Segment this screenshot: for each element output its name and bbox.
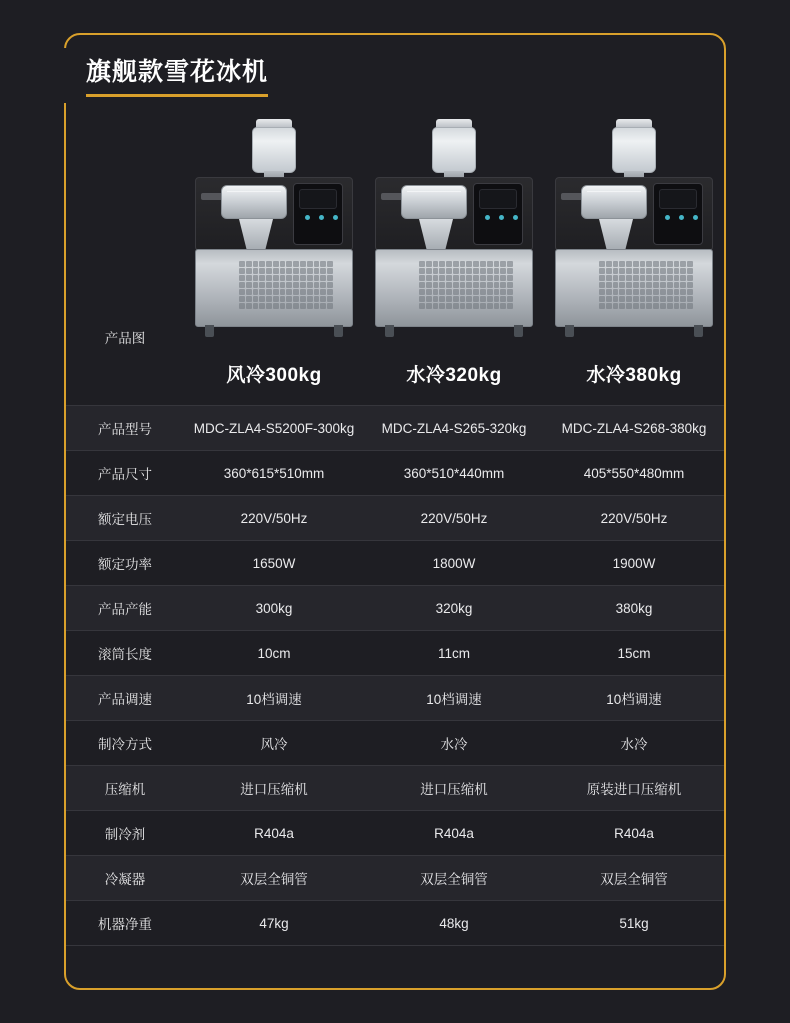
cell-capacity-1: 300kg xyxy=(184,586,364,631)
product-image-row-label: 产品图 xyxy=(104,331,146,346)
product-name-row xyxy=(66,347,724,399)
control-indicator xyxy=(319,215,324,220)
product-image-cell-3 xyxy=(544,95,724,347)
ventilation-grille xyxy=(419,261,513,311)
cell-power-2: 1800W xyxy=(364,541,544,586)
cell-model-3: MDC-ZLA4-S268-380kg xyxy=(544,406,724,451)
cell-model-2: MDC-ZLA4-S265-320kg xyxy=(364,406,544,451)
cell-power-3: 1900W xyxy=(544,541,724,586)
water-tank xyxy=(609,119,659,181)
row-label-power: 额定功率 xyxy=(66,541,184,586)
cell-capacity-2: 320kg xyxy=(364,586,544,631)
cell-net-weight-1: 47kg xyxy=(184,901,364,946)
content-area xyxy=(66,95,724,985)
table-row xyxy=(66,721,724,766)
row-label-speed: 产品调速 xyxy=(66,676,184,721)
page-title: 旗舰款雪花冰机 xyxy=(86,52,268,97)
cell-speed-2: 10档调速 xyxy=(364,676,544,721)
product-name-2: 水冷320kg xyxy=(406,364,502,386)
table-row xyxy=(66,541,724,586)
row-label-capacity: 产品产能 xyxy=(66,586,184,631)
control-panel-display xyxy=(659,189,697,209)
cell-voltage-3: 220V/50Hz xyxy=(544,496,724,541)
product-name-1: 风冷300kg xyxy=(226,364,322,386)
product-image-cell-2 xyxy=(364,95,544,347)
row-label-size: 产品尺寸 xyxy=(66,451,184,496)
row-label-drum-length: 滚筒长度 xyxy=(66,631,184,676)
row-label-cooling: 制冷方式 xyxy=(66,721,184,766)
cell-net-weight-3: 51kg xyxy=(544,901,724,946)
control-indicator xyxy=(485,215,490,220)
cell-compressor-1: 进口压缩机 xyxy=(184,766,364,811)
product-image-row xyxy=(66,95,724,347)
table-row xyxy=(66,901,724,946)
cell-compressor-3: 原装进口压缩机 xyxy=(544,766,724,811)
cell-drum-length-1: 10cm xyxy=(184,631,364,676)
snow-ice-machine-icon xyxy=(367,119,541,347)
control-panel-display xyxy=(299,189,337,209)
control-panel-display xyxy=(479,189,517,209)
product-name-3: 水冷380kg xyxy=(586,364,682,386)
row-label-refrigerant: 制冷剂 xyxy=(66,811,184,856)
table-row xyxy=(66,496,724,541)
row-label-net-weight: 机器净重 xyxy=(66,901,184,946)
row-label-compressor: 压缩机 xyxy=(66,766,184,811)
cell-drum-length-2: 11cm xyxy=(364,631,544,676)
cell-power-1: 1650W xyxy=(184,541,364,586)
cell-condenser-1: 双层全铜管 xyxy=(184,856,364,901)
cell-condenser-3: 双层全铜管 xyxy=(544,856,724,901)
control-indicator xyxy=(305,215,310,220)
table-row xyxy=(66,451,724,496)
tank-body xyxy=(432,127,476,173)
cell-refrigerant-3: R404a xyxy=(544,811,724,856)
cell-voltage-1: 220V/50Hz xyxy=(184,496,364,541)
row-label-model: 产品型号 xyxy=(66,406,184,451)
water-tank xyxy=(249,119,299,181)
control-indicator xyxy=(679,215,684,220)
machine-foot xyxy=(694,325,703,337)
cell-condenser-2: 双层全铜管 xyxy=(364,856,544,901)
table-row xyxy=(66,586,724,631)
drum-highlight xyxy=(407,191,461,192)
table-row xyxy=(66,856,724,901)
control-indicator xyxy=(693,215,698,220)
cell-drum-length-3: 15cm xyxy=(544,631,724,676)
machine-foot xyxy=(565,325,574,337)
table-row xyxy=(66,811,724,856)
cell-voltage-2: 220V/50Hz xyxy=(364,496,544,541)
table-row xyxy=(66,676,724,721)
specification-table xyxy=(66,405,724,946)
cell-compressor-2: 进口压缩机 xyxy=(364,766,544,811)
table-row xyxy=(66,406,724,451)
control-indicator xyxy=(665,215,670,220)
ventilation-grille xyxy=(239,261,333,311)
cell-cooling-3: 水冷 xyxy=(544,721,724,766)
tank-body xyxy=(612,127,656,173)
ventilation-grille xyxy=(599,261,693,311)
cell-refrigerant-2: R404a xyxy=(364,811,544,856)
control-indicator xyxy=(333,215,338,220)
cell-size-3: 405*550*480mm xyxy=(544,451,724,496)
drum-highlight xyxy=(587,191,641,192)
cell-model-1: MDC-ZLA4-S5200F-300kg xyxy=(184,406,364,451)
machine-foot xyxy=(205,325,214,337)
water-tank xyxy=(429,119,479,181)
table-row xyxy=(66,766,724,811)
cell-speed-1: 10档调速 xyxy=(184,676,364,721)
cell-refrigerant-1: R404a xyxy=(184,811,364,856)
cell-speed-3: 10档调速 xyxy=(544,676,724,721)
row-label-voltage: 额定电压 xyxy=(66,496,184,541)
cell-capacity-3: 380kg xyxy=(544,586,724,631)
control-indicator xyxy=(513,215,518,220)
machine-foot xyxy=(385,325,394,337)
machine-foot xyxy=(334,325,343,337)
snow-ice-machine-icon xyxy=(187,119,361,347)
cell-net-weight-2: 48kg xyxy=(364,901,544,946)
drum-highlight xyxy=(227,191,281,192)
cell-cooling-2: 水冷 xyxy=(364,721,544,766)
cell-cooling-1: 风冷 xyxy=(184,721,364,766)
cell-size-2: 360*510*440mm xyxy=(364,451,544,496)
tank-body xyxy=(252,127,296,173)
product-image-cell-1 xyxy=(184,95,364,347)
cell-size-1: 360*615*510mm xyxy=(184,451,364,496)
row-label-condenser: 冷凝器 xyxy=(66,856,184,901)
snow-ice-machine-icon xyxy=(547,119,721,347)
table-row xyxy=(66,631,724,676)
machine-foot xyxy=(514,325,523,337)
control-indicator xyxy=(499,215,504,220)
